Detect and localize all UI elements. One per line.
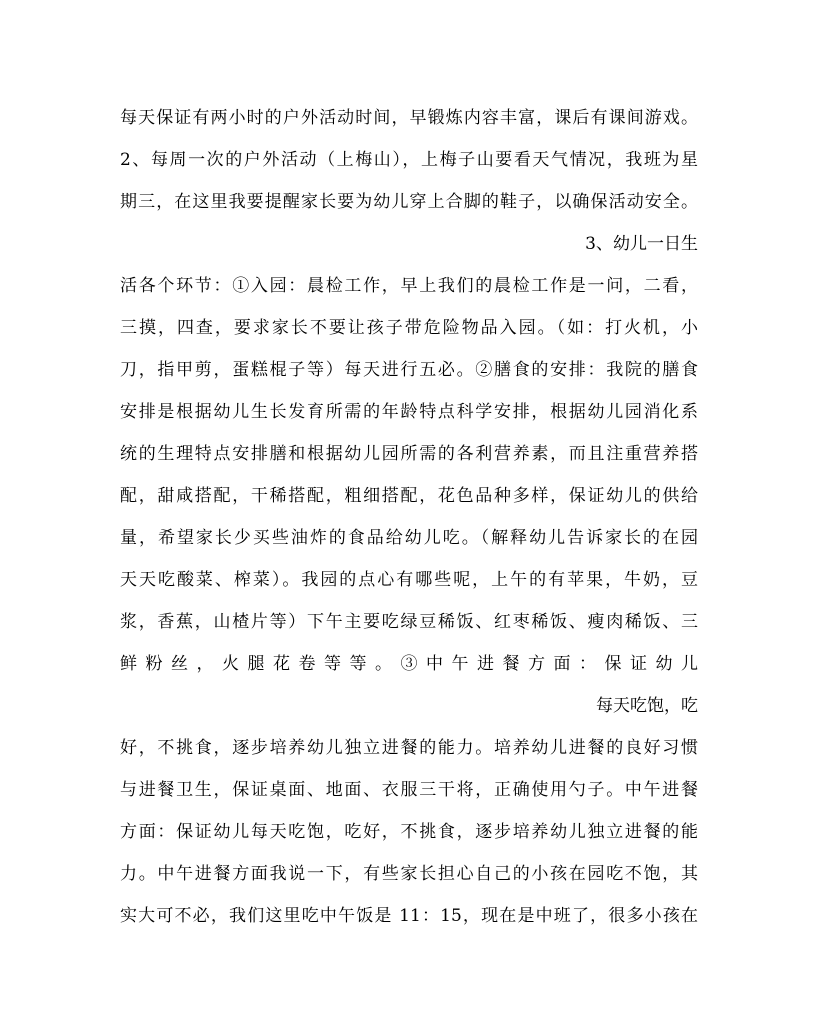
text-line-6: 三摸，四查，要求家长不要让孩子带危险物品入园。（如：打火机，小 [120, 318, 698, 338]
text-line-3: 期三，在这里我要提醒家长要为幼儿穿上合脚的鞋子，以确保活动安全。 [120, 192, 698, 212]
text-line-12: 天天吃酸菜、榨菜）。我园的点心有哪些呢，上午的有苹果，牛奶，豆 [120, 570, 698, 590]
text-line-20: 实大可不必，我们这里吃中午饭是 11：15，现在是中班了，很多小孩在 [120, 906, 698, 926]
text-line-2: 2、每周一次的户外活动（上梅山），上梅子山要看天气情况，我班为星 [120, 150, 698, 170]
text-line-13: 浆，香蕉，山楂片等）下午主要吃绿豆稀饭、红枣稀饭、瘦肉稀饭、三 [120, 612, 698, 632]
text-line-15: 每天吃饱，吃 [596, 696, 698, 716]
text-line-1: 每天保证有两小时的户外活动时间，早锻炼内容丰富，课后有课间游戏。 [120, 108, 698, 128]
text-line-17: 与进餐卫生，保证桌面、地面、衣服三干将，正确使用勺子。中午进餐 [120, 780, 698, 800]
text-line-11: 量，希望家长少买些油炸的食品给幼儿吃。（解释幼儿告诉家长的在园 [120, 528, 698, 548]
text-line-4: 3、幼儿一日生 [585, 234, 698, 254]
text-line-7: 刀，指甲剪，蛋糕棍子等）每天进行五必。②膳食的安排：我院的膳食 [120, 360, 698, 380]
text-line-16: 好，不挑食，逐步培养幼儿独立进餐的能力。培养幼儿进餐的良好习惯 [120, 738, 698, 758]
text-line-18: 方面：保证幼儿每天吃饱，吃好，不挑食，逐步培养幼儿独立进餐的能 [120, 822, 698, 842]
text-line-8: 安排是根据幼儿生长发育所需的年龄特点科学安排，根据幼儿园消化系 [120, 402, 698, 422]
text-line-5: 活各个环节：①入园：晨检工作，早上我们的晨检工作是一问，二看， [120, 276, 698, 296]
text-line-9: 统的生理特点安排膳和根据幼儿园所需的各利营养素，而且注重营养搭 [120, 444, 698, 464]
text-line-10: 配，甜咸搭配，干稀搭配，粗细搭配，花色品种多样，保证幼儿的供给 [120, 486, 698, 506]
text-line-14: 鲜粉丝，火腿花卷等等。③中午进餐方面：保证幼儿 [120, 654, 698, 674]
text-line-19: 力。中午进餐方面我说一下，有些家长担心自己的小孩在园吃不饱，其 [120, 864, 698, 884]
